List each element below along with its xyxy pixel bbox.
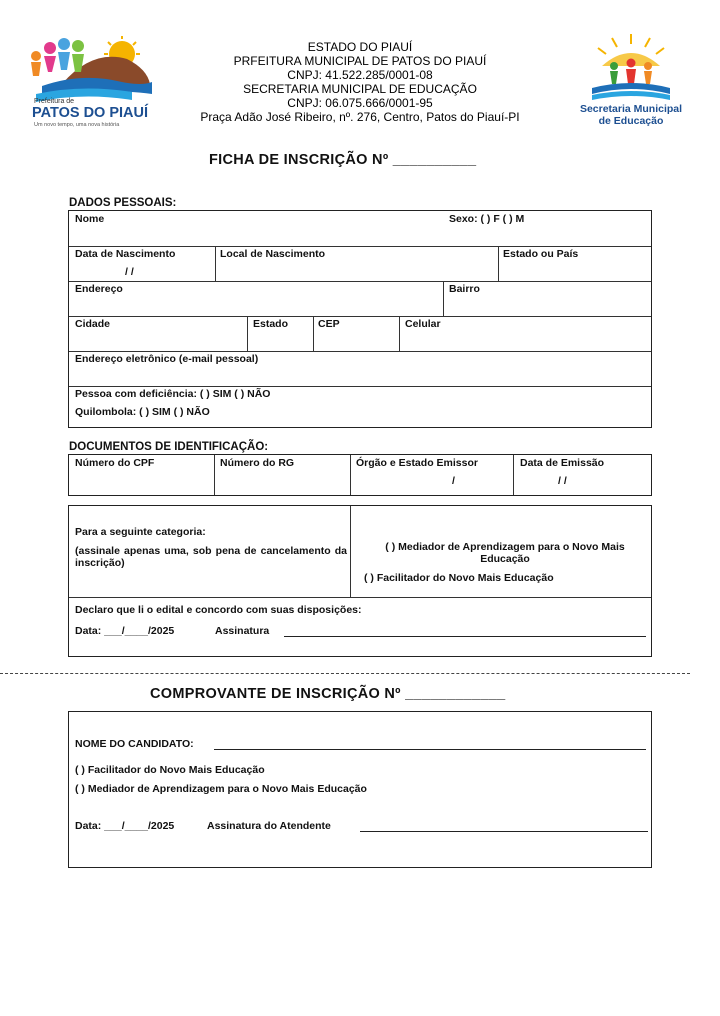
- data-emissao-slashes: / /: [558, 475, 567, 487]
- cut-line: [0, 673, 690, 674]
- data-nascimento-slashes: / /: [125, 266, 134, 278]
- header-line-state: ESTADO DO PIAUÍ: [307, 40, 413, 54]
- section-documents: DOCUMENTOS DE IDENTIFICAÇÃO:: [69, 441, 269, 453]
- secretaria-educacao-logo: [572, 32, 690, 136]
- field-rg[interactable]: Número do RG: [220, 457, 295, 469]
- option-facilitador[interactable]: ( ) Facilitador do Novo Mais Educação: [364, 572, 554, 584]
- field-celular[interactable]: Celular: [405, 318, 441, 330]
- field-sexo[interactable]: Sexo: ( ) F ( ) M: [449, 213, 525, 225]
- city-name-text: PATOS DO PIAUÍ: [32, 105, 149, 121]
- orgao-slash: /: [452, 475, 455, 487]
- declaration-date[interactable]: Data: ___/____/2025: [75, 625, 175, 637]
- header-line-cnpj-prefecture: CNPJ: 41.522.285/0001-08: [287, 68, 433, 82]
- category-label: Para a seguinte categoria:: [75, 526, 206, 538]
- field-cpf[interactable]: Número do CPF: [75, 457, 155, 469]
- section-personal-data: DADOS PESSOAIS:: [69, 197, 177, 209]
- field-cidade[interactable]: Cidade: [75, 318, 111, 330]
- receipt-signature-label: Assinatura do Atendente: [207, 820, 331, 832]
- field-estado-pais[interactable]: Estado ou País: [503, 248, 579, 260]
- field-data-emissao[interactable]: Data de Emissão: [520, 457, 605, 469]
- field-orgao-emissor[interactable]: Órgão e Estado Emissor: [356, 457, 478, 469]
- header-text-block: [160, 40, 560, 124]
- header-line-address: Praça Adão José Ribeiro, nº. 276, Centro, Patos do Piauí-PI: [200, 110, 520, 124]
- field-nome[interactable]: Nome: [75, 213, 105, 225]
- header-line-secretariat: SECRETARIA MUNICIPAL DE EDUCAÇÃO: [243, 82, 477, 96]
- header-line-cnpj-secretariat: CNPJ: 06.075.666/0001-95: [287, 96, 433, 110]
- category-note: (assinale apenas uma, sob pena de cancelamento da inscrição): [75, 545, 347, 569]
- education-logo-graphic: [572, 32, 690, 104]
- receipt-signature-line[interactable]: [360, 831, 648, 832]
- city-prefix-text: Prefeitura de: [34, 98, 75, 105]
- field-quilombola[interactable]: Quilombola: ( ) SIM ( ) NÃO: [75, 406, 210, 418]
- field-bairro[interactable]: Bairro: [449, 283, 480, 295]
- receipt-option-facilitador[interactable]: ( ) Facilitador do Novo Mais Educação: [75, 764, 265, 776]
- receipt-option-mediador[interactable]: ( ) Mediador de Aprendizagem para o Novo Mais Educação: [75, 783, 367, 795]
- patos-do-piaui-logo: [22, 34, 162, 130]
- declaration-text: Declaro que li o edital e concordo com suas disposições:: [75, 604, 362, 616]
- declaration-signature-line[interactable]: [284, 636, 646, 637]
- form-title: FICHA DE INSCRIÇÃO Nº __________: [209, 152, 477, 168]
- receipt-title: COMPROVANTE DE INSCRIÇÃO Nº ____________: [150, 686, 506, 702]
- field-data-nascimento[interactable]: Data de Nascimento: [75, 248, 176, 260]
- receipt-date[interactable]: Data: ___/____/2025: [75, 820, 175, 832]
- option-mediador[interactable]: ( ) Mediador de Aprendizagem para o Novo Mais Educação: [385, 541, 625, 565]
- receipt-candidate-line[interactable]: [214, 749, 646, 750]
- field-cep[interactable]: CEP: [318, 318, 340, 330]
- secretaria-logo-line1: Secretaria Municipal: [579, 103, 683, 115]
- field-local-nascimento[interactable]: Local de Nascimento: [220, 248, 326, 260]
- field-endereco[interactable]: Endereço: [75, 283, 123, 295]
- field-deficiencia[interactable]: Pessoa com deficiência: ( ) SIM ( ) NÃO: [75, 388, 271, 400]
- field-email[interactable]: Endereço eletrônico (e-mail pessoal): [75, 353, 259, 365]
- city-slogan-text: Um novo tempo, uma nova história: [34, 122, 120, 128]
- secretaria-logo-line2: de Educação: [598, 115, 664, 127]
- header-line-prefecture: PRFEITURA MUNICIPAL DE PATOS DO PIAUÍ: [233, 54, 487, 68]
- receipt-candidate-label: NOME DO CANDIDATO:: [75, 738, 194, 750]
- declaration-signature-label: Assinatura: [215, 625, 270, 637]
- field-estado[interactable]: Estado: [253, 318, 289, 330]
